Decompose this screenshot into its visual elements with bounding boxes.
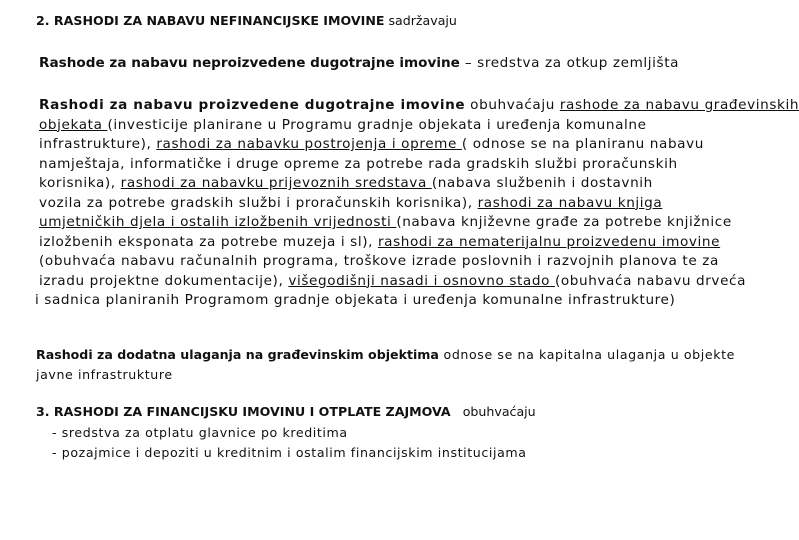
linked-term: rashode za nabavu građevinskih — [559, 97, 799, 113]
linked-term: umjetničkih djela i ostalih izložbenih vrijednosti — [39, 214, 397, 230]
paragraph-line — [39, 252, 719, 272]
paragraph-text: (obuhvaća nabavu računalnih programa, troškove izrade poslovnih i razvojnih planova te za — [39, 253, 719, 269]
paragraph-text: namještaja, informatičke i druge opreme za potrebe rada gradskih službi proračunskih — [39, 155, 678, 172]
paragraph-line — [39, 96, 799, 116]
paragraph-lead: Rashodi za nabavu proizvedene dugotrajne imovine — [39, 97, 466, 113]
paragraph-text: (investicije planirane u Programu gradnje objekata i uređenja komunalne — [107, 116, 647, 133]
paragraph-line — [39, 116, 709, 136]
paragraph-dodatna-ulaganja — [36, 345, 735, 384]
section-heading-title: 2. RASHODI ZA NABAVU NEFINANCIJSKE IMOVINE — [36, 13, 385, 28]
paragraph-lead: Rashodi za dodatna ulaganja na građevinskim objektima — [36, 347, 439, 362]
linked-term: višegodišnji nasadi i osnovno stado — [288, 272, 555, 289]
paragraph-text: vozila za potrebe gradskih službi i proračunskih korisnika), — [39, 194, 478, 211]
paragraph-text: (nabava službenih i dostavnih — [431, 175, 653, 191]
paragraph-line — [39, 233, 721, 253]
financijska-list — [52, 423, 527, 462]
linked-term: rashodi za nabavku prijevoznih sredstava — [120, 175, 432, 191]
paragraph-line — [39, 155, 709, 175]
linked-term: rashodi za nematerijalnu proizvedenu imovine — [377, 233, 721, 250]
paragraph-neproizvedena-imovina — [39, 54, 679, 74]
paragraph-line — [35, 291, 709, 311]
section-heading-financijska — [36, 402, 536, 422]
paragraph-text: infrastrukture), — [39, 136, 157, 152]
section-heading-tail: sadržavaju — [388, 13, 457, 28]
paragraph-text: odnose se na kapitalna ulaganja u objekte — [438, 347, 735, 362]
list-item: - pozajmice i depoziti u kreditnim i ostalim financijskim institucijama — [52, 444, 527, 460]
paragraph-text: obuhvaćaju — [465, 97, 560, 113]
paragraph-text: korisnika), — [39, 175, 121, 191]
paragraph-line — [39, 213, 732, 233]
linked-term: rashodi za nabavku postrojenja i opreme — [156, 136, 462, 152]
paragraph-text: (obuhvaća nabavu drveća — [554, 272, 747, 289]
paragraph-text: – sredstva za otkup zemljišta — [459, 55, 680, 71]
paragraph-text: izložbenih eksponata za potrebe muzeja i sl), — [39, 233, 378, 250]
linked-term: objekata — [39, 116, 108, 133]
paragraph-line — [39, 174, 709, 194]
paragraph-line — [39, 272, 747, 292]
paragraph-lead: Rashode za nabavu neproizvedene dugotrajne imovine — [39, 55, 460, 71]
paragraph-text: ( odnose se na planiranu nabavu — [461, 136, 704, 152]
paragraph-text: izradu projektne dokumentacije), — [39, 272, 289, 289]
paragraph-line: javne infrastrukture — [36, 366, 173, 382]
section-heading-tail: obuhvaćaju — [462, 404, 536, 419]
linked-term: rashodi za nabavu knjiga — [477, 194, 663, 211]
paragraph-line — [39, 135, 709, 155]
section-heading-nefinancijska — [36, 11, 457, 31]
paragraph-text: (nabava književne građe za potrebe knjižnice — [396, 214, 732, 230]
paragraph-proizvedena-imovina — [35, 96, 799, 311]
paragraph-line — [39, 194, 709, 214]
paragraph-line — [36, 345, 735, 365]
section-heading-title: 3. RASHODI ZA FINANCIJSKU IMOVINU I OTPLATE ZAJMOVA — [36, 404, 451, 419]
list-item: - sredstva za otplatu glavnice po kreditima — [52, 425, 348, 440]
paragraph-text: i sadnica planiranih Programom gradnje objekata i uređenja komunalne infrastrukture) — [35, 292, 676, 308]
